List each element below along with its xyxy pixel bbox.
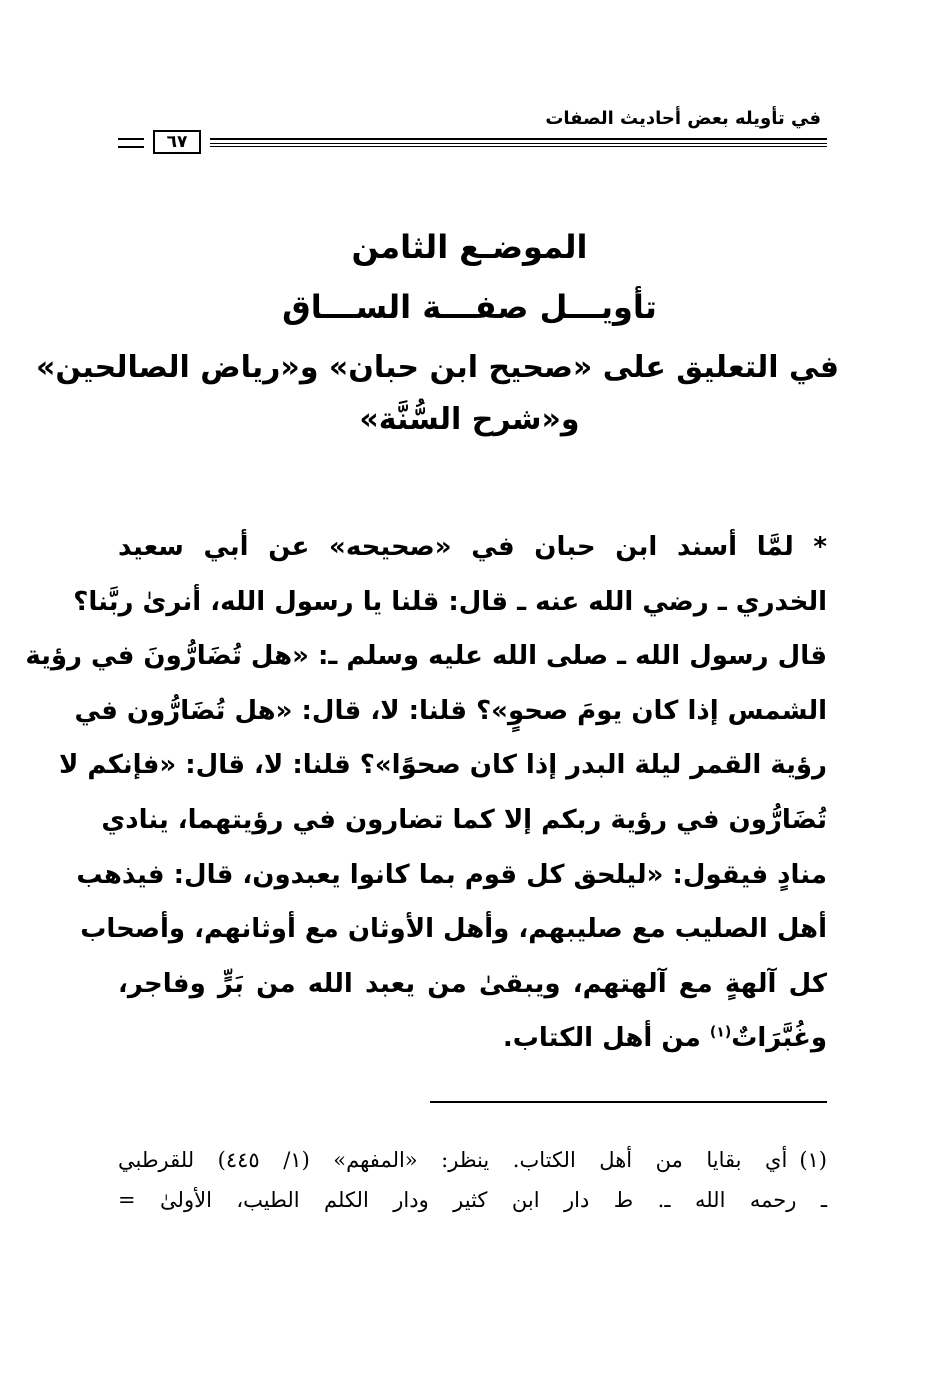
body-line: * لمَّا أسند ابن حبان في «صحيحه» عن أبي سعيد	[118, 532, 827, 562]
header-rule-left-bottom	[118, 146, 144, 148]
footnote-line-1	[118, 1140, 827, 1180]
footnote-number: (١)	[799, 1148, 827, 1172]
section-title: تأويـــل صفـــة الســـاق	[282, 288, 657, 326]
footnote	[118, 1140, 827, 1220]
header-rule	[210, 138, 827, 144]
body-line: قال رسول الله ـ صلى الله عليه وسلم ـ: «هل تُضَارُّونَ في رؤية	[25, 641, 827, 672]
header-rule-thin	[210, 146, 827, 147]
body-paragraph	[25, 520, 827, 1066]
section-subtitle-line-1: في التعليق على «صحيح ابن حبان» و«رياض الصالحين»	[35, 350, 839, 385]
body-line: منادٍ فيقول: «ليلحق كل قوم بما كانوا يعبدون، قال: فيذهب	[76, 859, 827, 890]
body-line: الخدري ـ رضي الله عنه ـ قال: قلنا يا رسول الله، أنرىٰ ربَّنا؟	[73, 586, 827, 617]
body-line-last	[118, 1011, 827, 1066]
page-number: ٦٧	[153, 130, 201, 154]
section-subtitle-line-2: و«شرح السُّنَّة»	[359, 402, 580, 437]
body-line: كل آلهةٍ مع آلهتهم، ويبقىٰ من يعبد الله من بَرٍّ وفاجر،	[118, 968, 827, 999]
footnote-reference[interactable]: (١)	[709, 1024, 732, 1041]
section-heading: الموضـع الثامن	[351, 228, 588, 266]
body-line: الشمس إذا كان يومَ صحوٍ»؟ قلنا: لا، قال: «هل تُضَارُّون في	[74, 695, 827, 726]
running-title: في تأويله بعض أحاديث الصفات	[545, 108, 821, 129]
footnote-line-2: ـ رحمه الله ـ. ط دار ابن كثير ودار الكلم الطيب، الأولىٰ =	[118, 1188, 827, 1212]
footnote-text-1: أي بقايا من أهل الكتاب. ينظر: «المفهم» (١/ ٤٤٥) للقرطبي	[118, 1148, 788, 1172]
body-line-text: وغُبَّرَاتٌ	[731, 1023, 827, 1054]
body-line: تُضَارُّون في رؤية ربكم إلا كما تضارون في رؤيتهما، ينادي	[101, 804, 827, 835]
footnote-separator	[430, 1101, 827, 1103]
header-rule-left-top	[118, 138, 144, 140]
body-line-tail: من أهل الكتاب.	[502, 1023, 701, 1054]
body-line: رؤية القمر ليلة البدر إذا كان صحوًا»؟ قلنا: لا، قال: «فإنكم لا	[58, 750, 827, 781]
body-line: أهل الصليب مع صليبهم، وأهل الأوثان مع أوثانهم، وأصحاب	[80, 914, 827, 945]
